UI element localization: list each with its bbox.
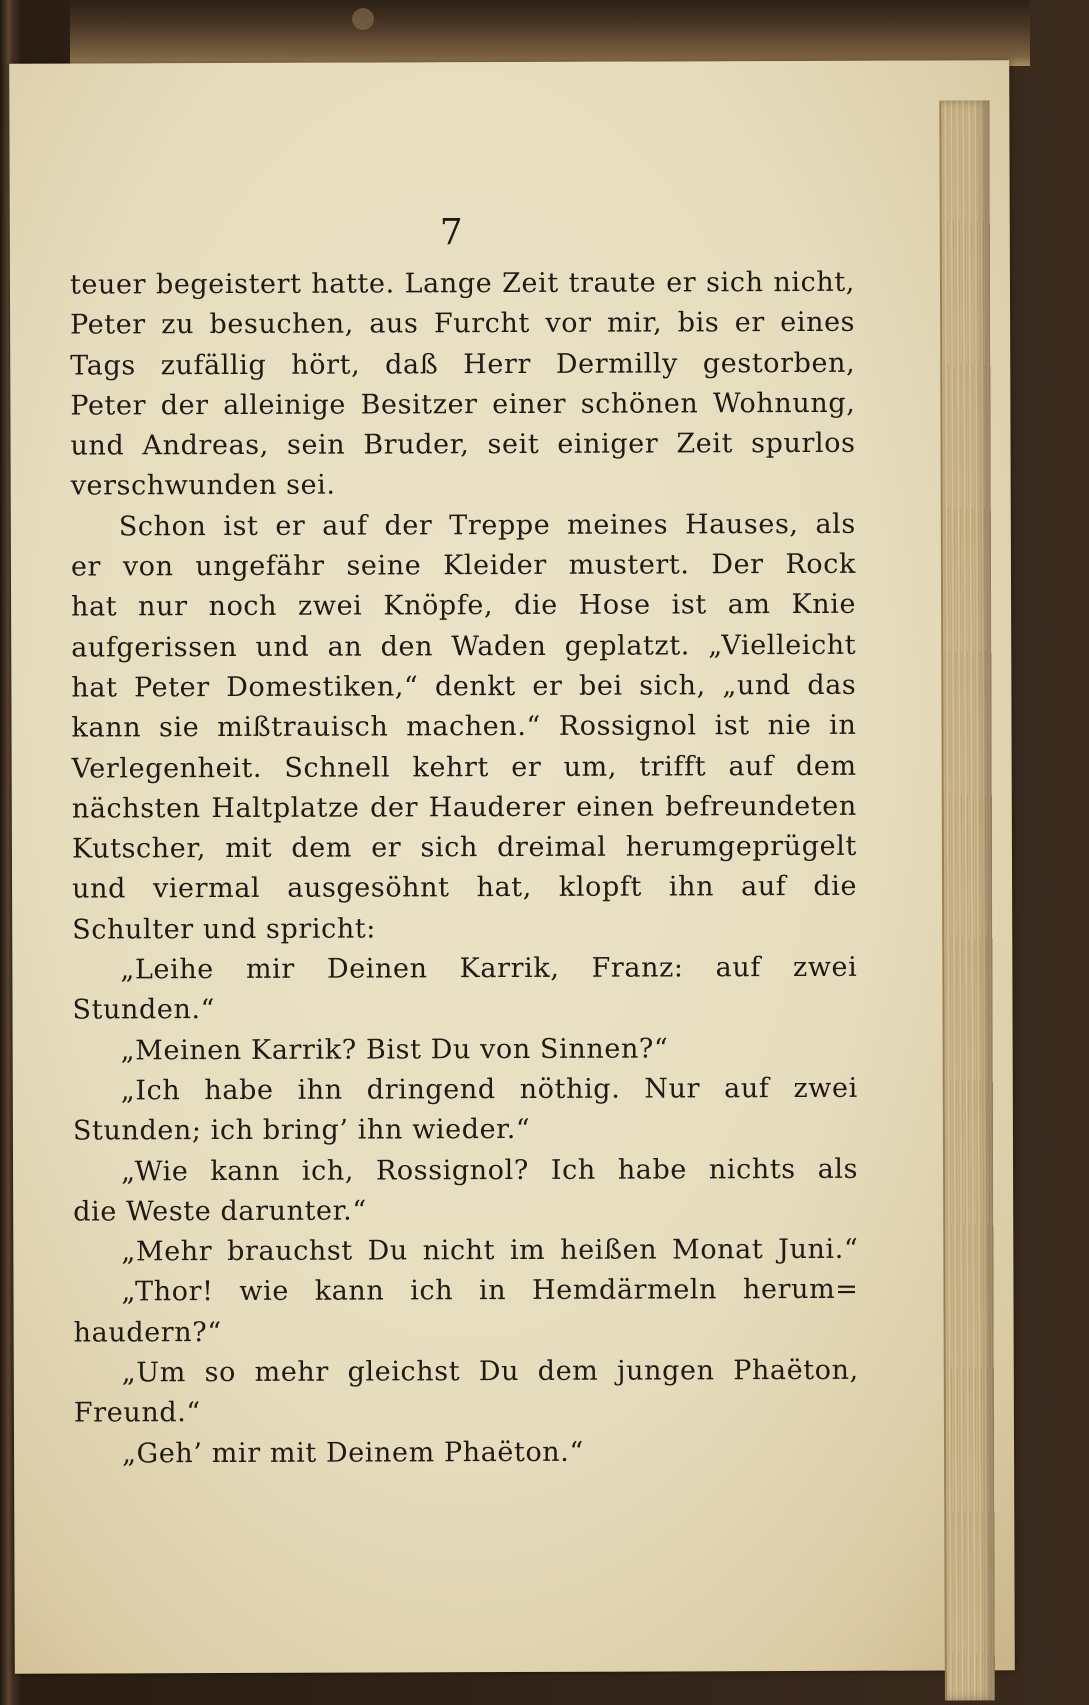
text-line: er von ungefähr seine Kleider mustert. Der Rock xyxy=(70,548,856,583)
text-line: teuer begeistert hatte. Lange Zeit traute er sich nicht, xyxy=(69,266,856,301)
text-line: nächsten Haltplatze der Hauderer einen befreundeten xyxy=(71,790,857,825)
body-text xyxy=(69,201,859,1469)
text-line: kann sie mißtrauisch machen.“ Rossignol ist nie in xyxy=(71,710,857,744)
text-line: Schon ist er auf der Treppe meines Hauses, als xyxy=(118,508,856,543)
text-line: die Weste darunter.“ xyxy=(73,1195,367,1228)
text-lines xyxy=(70,263,859,1475)
text-line: verschwunden sei. xyxy=(70,470,336,503)
text-line: Kutscher, mit dem er sich dreimal herumgeprügelt xyxy=(71,830,857,865)
page-stack-edges xyxy=(939,100,995,1700)
text-line: Peter zu besuchen, aus Furcht vor mir, bis er eines xyxy=(70,307,856,341)
text-line: Stunden; ich bring’ ihn wieder.“ xyxy=(72,1114,531,1147)
text-line: Freund.“ xyxy=(73,1397,201,1429)
text-line: Schulter und spricht: xyxy=(72,913,377,946)
text-line: „Mehr brauchst Du nicht im heißen Monat Juni.“ xyxy=(121,1233,859,1268)
edge-stain xyxy=(352,8,374,30)
paper-page xyxy=(9,60,1015,1673)
text-line: „Thor! wie kann ich in Hemdärmeln herum= xyxy=(121,1274,859,1308)
text-line: „Meinen Karrik? Bist Du von Sinnen?“ xyxy=(120,1033,669,1067)
text-line: „Wie kann ich, Rossignol? Ich habe nichts als xyxy=(121,1153,859,1187)
text-line: „Leihe mir Deinen Karrik, Franz: auf zwei xyxy=(120,951,858,986)
text-line: Verlegenheit. Schnell kehrt er um, trifft auf dem xyxy=(71,750,857,785)
text-line: Stunden.“ xyxy=(72,994,216,1026)
text-line: „Um so mehr gleichst Du dem jungen Phaëton, xyxy=(121,1354,859,1389)
page-number: 7 xyxy=(439,212,463,254)
text-line: Peter der alleinige Besitzer einer schönen Wohnung, xyxy=(70,387,856,422)
text-line: und viermal ausgesöhnt hat, klopft ihn auf die xyxy=(72,871,858,905)
text-line: „Ich habe ihn dringend nöthig. Nur auf zwei xyxy=(120,1072,858,1107)
text-line: aufgerissen und an den Waden geplatzt. „Vielleicht xyxy=(71,629,857,664)
book-top-edge xyxy=(70,0,1030,66)
text-line: hat nur noch zwei Knöpfe, die Hose ist am Knie xyxy=(71,589,857,623)
text-line: hat Peter Domestiken,“ denkt er bei sich, „und das xyxy=(71,669,857,704)
text-line: Tags zufällig hört, daß Herr Dermilly gestorben, xyxy=(70,347,856,382)
text-line: haudern?“ xyxy=(73,1316,222,1349)
text-line: und Andreas, sein Bruder, seit einiger Zeit spurlos xyxy=(70,427,856,462)
text-line: „Geh’ mir mit Deinem Phaëton.“ xyxy=(121,1436,584,1469)
